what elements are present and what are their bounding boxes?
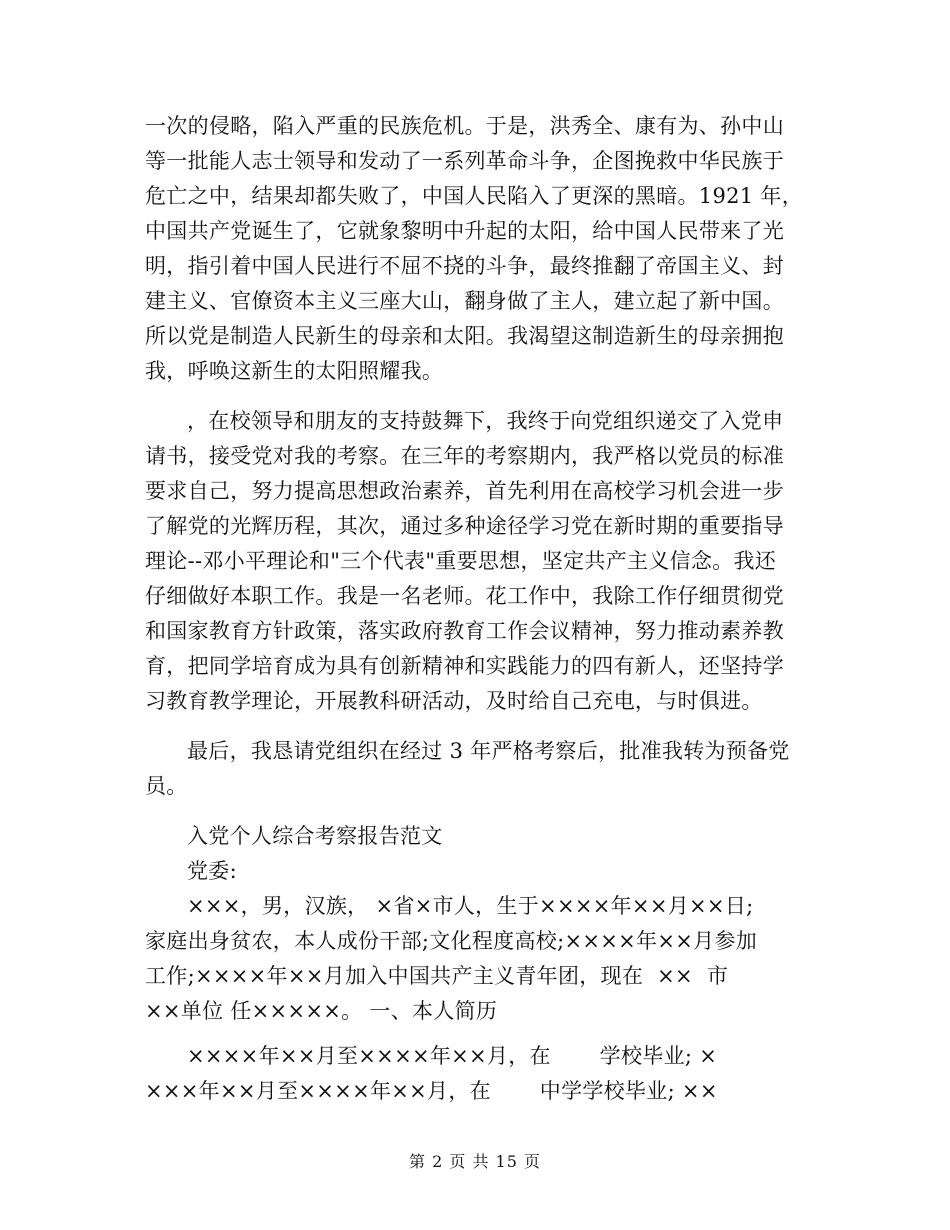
text-line: 一次的侵略，陷入严重的民族危机。于是，洪秀全、康有为、孙中山 bbox=[145, 114, 784, 138]
page-number-footer: 第 2 页 共 15 页 bbox=[409, 1152, 541, 1171]
text-line: 和国家教育方针政策，落实政府教育工作会议精神，努力推动素养教 bbox=[145, 619, 784, 643]
text-line: 理论--邓小平理论和"三个代表"重要思想，坚定共产主义信念。我还 bbox=[145, 549, 777, 573]
text-line: 要求自己，努力提高思想政治素养，首先利用在高校学习机会进一步 bbox=[145, 479, 784, 503]
text-line: 等一批能人志士领导和发动了一系列革命斗争，企图挽救中华民族于 bbox=[145, 149, 784, 173]
text-line: 员。 bbox=[145, 774, 188, 798]
text-line: 育，把同学培育成为具有创新精神和实践能力的四有新人，还坚持学 bbox=[145, 654, 784, 678]
text-line: 危亡之中，结果却都失败了，中国人民陷入了更深的黑暗。1921 年， bbox=[145, 184, 804, 208]
text-line: 所以党是制造人民新生的母亲和太阳。我渴望这制造新生的母亲拥抱 bbox=[145, 324, 784, 348]
section-title: 入党个人综合考察报告范文 bbox=[187, 824, 443, 848]
text-line: 建主义、官僚资本主义三座大山，翻身做了主人，建立起了新中国。 bbox=[145, 289, 784, 313]
text-line: 习教育教学理论，开展教科研活动，及时给自己充电，与时俱进。 bbox=[145, 689, 763, 713]
text-line: ×××年××月至××××年××月，在 中学学校毕业; ×× bbox=[145, 1079, 718, 1103]
paragraph-start-line: ×××，男，汉族， ×省×市人，生于××××年××月××日; bbox=[187, 894, 754, 918]
text-line: 我，呼唤这新生的太阳照耀我。 bbox=[145, 359, 444, 383]
text-line: 了解党的光辉历程，其次，通过多种途径学习党在新时期的重要指导 bbox=[145, 514, 784, 538]
paragraph-start-line: 最后，我恳请党组织在经过 3 年严格考察后，批准我转为预备党 bbox=[187, 739, 790, 763]
text-line: 请书，接受党对我的考察。在三年的考察期内，我严格以党员的标准 bbox=[145, 444, 784, 468]
text-line: 明，指引着中国人民进行不屈不挠的斗争，最终推翻了帝国主义、封 bbox=[145, 254, 784, 278]
paragraph-start-line: ，在校领导和朋友的支持鼓舞下，我终于向党组织递交了入党申 bbox=[187, 409, 784, 433]
text-line: 仔细做好本职工作。我是一名老师。花工作中，我除工作仔细贯彻党 bbox=[145, 584, 784, 608]
text-line: ××单位 任×××××。 一、本人简历 bbox=[145, 999, 498, 1023]
paragraph-start-line: ××××年××月至××××年××月，在 学校毕业; × bbox=[187, 1044, 718, 1068]
text-line: 家庭出身贫农，本人成份干部;文化程度高校;××××年××月参加 bbox=[145, 929, 758, 953]
text-line: 工作;××××年××月加入中国共产主义青年团，现在 ×× 市 bbox=[145, 964, 729, 988]
text-line: 中国共产党诞生了，它就象黎明中升起的太阳，给中国人民带来了光 bbox=[145, 219, 784, 243]
salutation: 党委: bbox=[187, 859, 237, 883]
